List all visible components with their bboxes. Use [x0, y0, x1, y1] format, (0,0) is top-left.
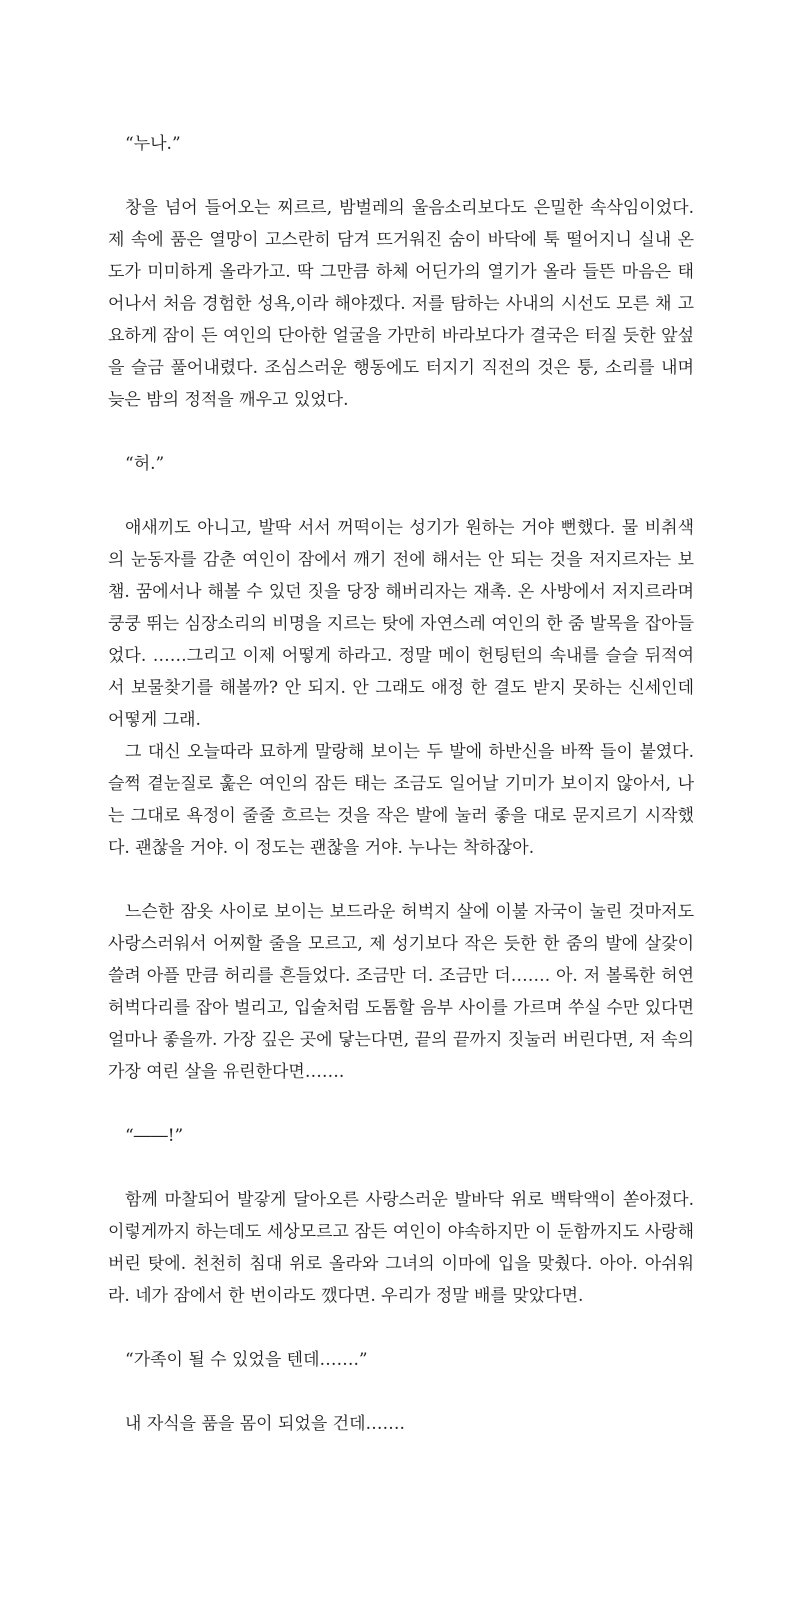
paragraph-gap [108, 1376, 694, 1408]
dialogue-heo: “허.” [125, 454, 165, 474]
document-body [108, 128, 694, 1440]
paragraph-1: 창을 넘어 들어오는 찌르르, 밤벌레의 울음소리보다도 은밀한 속삭임이었다. 제 속에 품은 열망이 고스란히 담겨 뜨거워진 숨이 바닥에 툭 떨어지니 실내 온도가 미미하게 올라가고. 딱 그만큼 하체 어딘가의 열기가 올라 들뜬 마음은 태어나서 처음 경험한 성욕,이라 해야겠다. 저를 탐하는 사내의 시선도 모른 채 고요하게 잠이 든 여인의 단아한 얼굴을 가만히 바라보다가 결국은 터질 듯한 앞섶을 슬금 풀어내렸다. 조심스러운 행동에도 터지기 직전의 것은 퉁, 소리를 내며 늦은 밤의 정적을 깨우고 있었다. [108, 198, 694, 410]
paragraph-gap [108, 160, 694, 192]
dialogue-nuna: “누나.” [125, 134, 181, 154]
paragraph-gap [108, 864, 694, 896]
paragraph-gap [108, 480, 694, 512]
paragraph-2: 애새끼도 아니고, 발딱 서서 꺼떡이는 성기가 원하는 거야 뻔했다. 물 비취색의 눈동자를 감춘 여인이 잠에서 깨기 전에 해서는 안 되는 것을 저지르자는 보챔. 꿈에서나 해볼 수 있던 짓을 당장 해버리자는 재촉. 온 사방에서 저지르라며 쿵쿵 뛰는 심장소리의 비명을 지르는 탓에 자연스레 여인의 한 줌 발목을 잡아들었다. ……그리고 이제 어떻게 하라고. 정말 메이 헌팅턴의 속내를 슬슬 뒤적여서 보물찾기를 해볼까? 안 되지. 안 그래도 애정 한 결도 받지 못하는 신세인데 어떻게 그래. [108, 518, 694, 730]
paragraph-gap [108, 1312, 694, 1344]
paragraph-gap [108, 1152, 694, 1184]
paragraph-gap [108, 1088, 694, 1120]
paragraph-gap [108, 416, 694, 448]
paragraph-5: 함께 마찰되어 발갛게 달아오른 사랑스러운 발바닥 위로 백탁액이 쏟아졌다. 이렇게까지 하는데도 세상모르고 잠든 여인이 야속하지만 이 둔함까지도 사랑해 버린 탓에. 천천히 침대 위로 올라와 그녀의 이마에 입을 맞췄다. 아아. 아쉬워라. 네가 잠에서 한 번이라도 깼다면. 우리가 정말 배를 맞았다면. [108, 1190, 694, 1306]
paragraph-4: 느슨한 잠옷 사이로 보이는 보드라운 허벅지 살에 이불 자국이 눌린 것마저도 사랑스러워서 어찌할 줄을 모르고, 제 성기보다 작은 듯한 한 줌의 발에 살갗이 쓸려 아플 만큼 허리를 흔들었다. 조금만 더. 조금만 더……. 아. 저 볼록한 허연 허벅다리를 잡아 벌리고, 입술처럼 도톰할 음부 사이를 가르며 쑤실 수만 있다면 얼마나 좋을까. 가장 깊은 곳에 닿는다면, 끝의 끝까지 짓눌러 버린다면, 저 속의 가장 여린 살을 유린한다면……. [108, 902, 694, 1082]
paragraph-3: 그 대신 오늘따라 묘하게 말랑해 보이는 두 발에 하반신을 바짝 들이 붙였다. 슬쩍 곁눈질로 훑은 여인의 잠든 태는 조금도 일어날 기미가 보이지 않아서, 나는 그대로 욕정이 줄줄 흐르는 것을 작은 발에 눌러 좋을 대로 문지르기 시작했다. 괜찮을 거야. 이 정도는 괜찮을 거야. 누나는 착하잖아. [108, 742, 694, 858]
dialogue-dash: “――!” [125, 1126, 184, 1146]
dialogue-family: “가족이 될 수 있었을 텐데…….” [125, 1350, 368, 1370]
closing-line: 내 자식을 품을 몸이 되었을 건데……. [125, 1414, 405, 1434]
